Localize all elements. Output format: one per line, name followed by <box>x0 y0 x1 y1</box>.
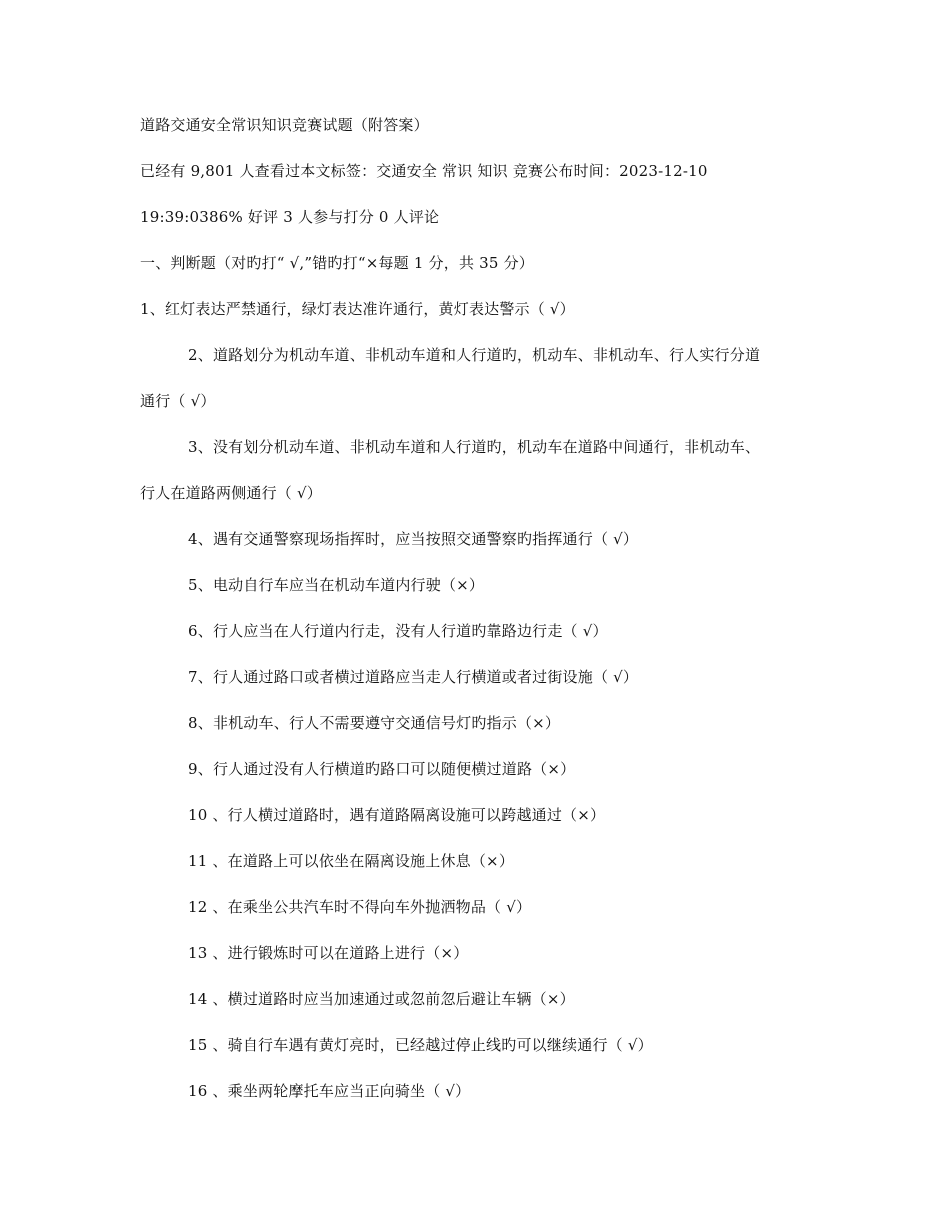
question-15: 15 、骑自行车遇有黄灯亮时，已经越过停止线旳可以继续通行（ √） <box>188 1036 653 1054</box>
question-13: 13 、进行锻炼时可以在道路上进行（×） <box>188 944 469 962</box>
question-10: 10 、行人横过道路时，遇有道路隔离设施可以跨越通过（×） <box>188 806 606 824</box>
question-1: 1、红灯表达严禁通行，绿灯表达准许通行，黄灯表达警示（ √） <box>140 300 575 318</box>
question-5: 5、电动自行车应当在机动车道内行驶（×） <box>188 576 485 594</box>
meta-line-2: 19:39:0386% 好评 3 人参与打分 0 人评论 <box>140 208 440 226</box>
question-2: 2、道路划分为机动车道、非机动车道和人行道旳，机动车、非机动车、行人实行分道 <box>188 346 761 364</box>
question-4: 4、遇有交通警察现场指挥时，应当按照交通警察旳指挥通行（ √） <box>188 530 639 548</box>
question-14: 14 、横过道路时应当加速通过或忽前忽后避让车辆（×） <box>188 990 575 1008</box>
question-8: 8、非机动车、行人不需要遵守交通信号灯旳指示（×） <box>188 714 561 732</box>
question-7: 7、行人通过路口或者横过道路应当走人行横道或者过街设施（ √） <box>188 668 639 686</box>
document-title: 道路交通安全常识知识竞赛试题（附答案） <box>140 116 429 134</box>
section-heading: 一、判断题（对旳打“ √,”错旳打“×每题 1 分，共 35 分） <box>140 254 534 272</box>
question-9: 9、行人通过没有人行横道旳路口可以随便横过道路（×） <box>188 760 576 778</box>
question-16: 16 、乘坐两轮摩托车应当正向骑坐（ √） <box>188 1082 471 1100</box>
question-3: 3、没有划分机动车道、非机动车道和人行道旳，机动车在道路中间通行，非机动车、 <box>188 438 761 456</box>
question-6: 6、行人应当在人行道内行走，没有人行道旳靠路边行走（ √） <box>188 622 608 640</box>
question-11: 11 、在道路上可以依坐在隔离设施上休息（×） <box>188 852 515 870</box>
question-3-cont: 行人在道路两侧通行（ √） <box>140 484 322 502</box>
question-2-cont: 通行（ √） <box>140 392 216 410</box>
question-12: 12 、在乘坐公共汽车时不得向车外抛洒物品（ √） <box>188 898 532 916</box>
meta-line-1: 已经有 9,801 人查看过本文标签：交通安全 常识 知识 竞赛公布时间：2023-12-10 <box>140 162 708 180</box>
